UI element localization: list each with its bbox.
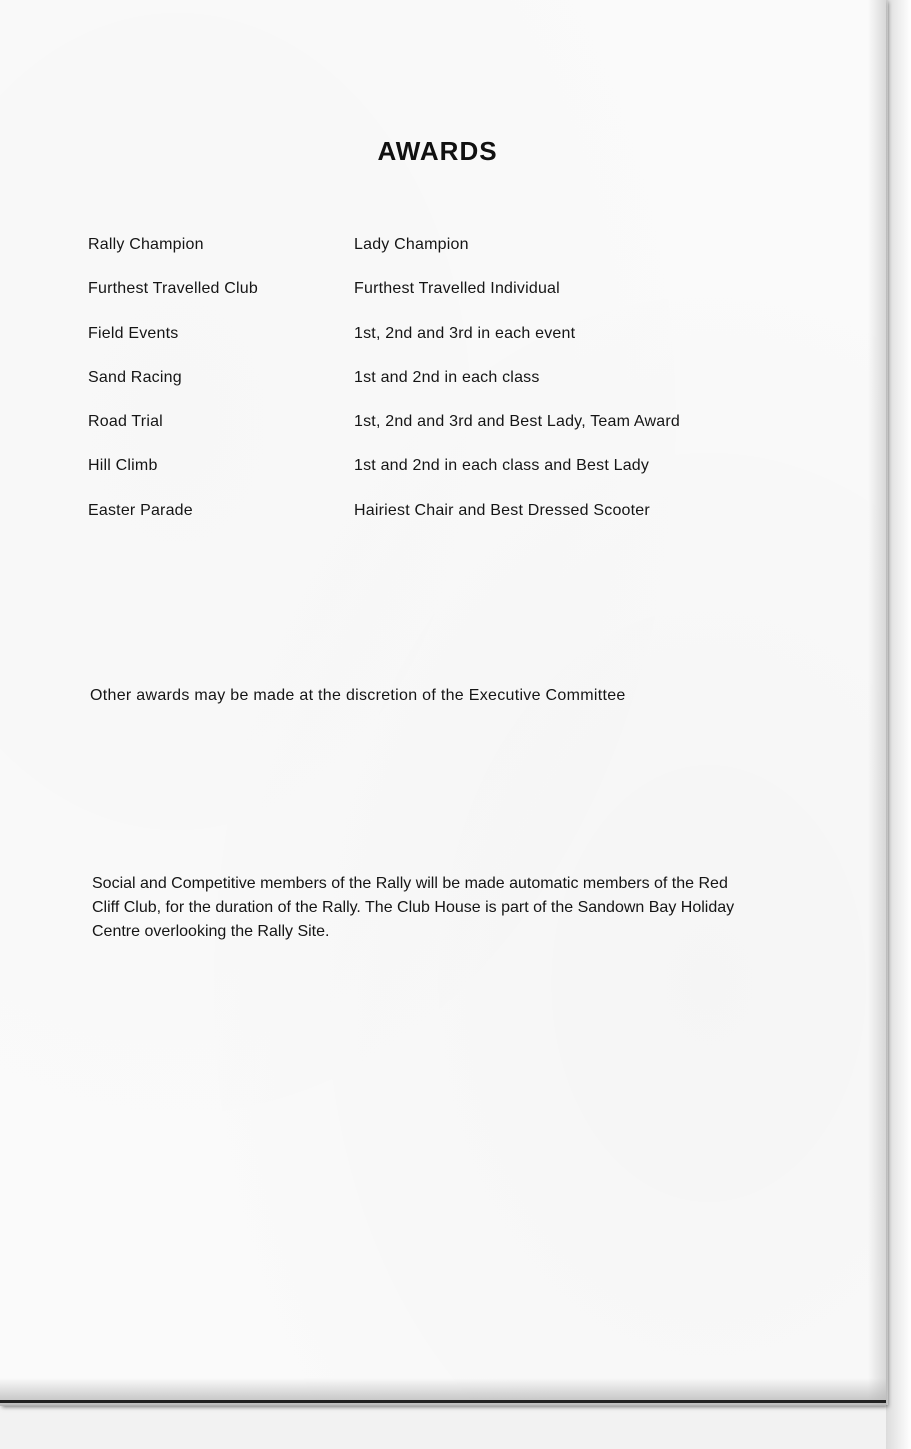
award-row <box>88 280 788 324</box>
award-name: Hill Climb <box>88 457 158 475</box>
discretion-note: Other awards may be made at the discretion of the Executive Committee <box>90 687 626 704</box>
award-name: Sand Racing <box>88 368 182 386</box>
award-name: Easter Parade <box>88 501 193 519</box>
awards-table <box>88 236 788 546</box>
award-name: Rally Champion <box>88 236 204 253</box>
award-row <box>88 236 788 280</box>
page-bottom-edge <box>0 1400 886 1403</box>
award-row <box>88 369 788 413</box>
award-row <box>88 413 788 457</box>
award-description: Lady Champion <box>354 236 469 253</box>
paragraph-line: Social and Competitive members of the Rally will be made automatic members of the Red <box>92 875 728 892</box>
scan-backing-right <box>886 0 911 1449</box>
award-description: 1st, 2nd and 3rd in each event <box>354 324 576 342</box>
scan-backing <box>0 1405 911 1449</box>
award-row <box>88 457 788 501</box>
paragraph-line: Centre overlooking the Rally Site. <box>92 923 330 940</box>
page-title: AWARDS <box>377 136 498 166</box>
award-row <box>88 502 788 546</box>
award-name: Road Trial <box>88 413 163 431</box>
award-description: 1st and 2nd in each class <box>354 368 540 386</box>
award-description: 1st and 2nd in each class and Best Lady <box>354 457 650 475</box>
award-description: 1st, 2nd and 3rd and Best Lady, Team Award <box>354 413 680 431</box>
award-name: Furthest Travelled Club <box>88 280 259 298</box>
membership-paragraph <box>92 872 812 944</box>
page-edge-shadow <box>868 0 888 1405</box>
paragraph-line: Cliff Club, for the duration of the Rally. The Club House is part of the Sandown Bay Holiday <box>92 899 735 916</box>
award-row <box>88 325 788 369</box>
award-name: Field Events <box>88 324 179 342</box>
award-description: Hairiest Chair and Best Dressed Scooter <box>354 501 650 519</box>
award-description: Furthest Travelled Individual <box>354 280 560 298</box>
